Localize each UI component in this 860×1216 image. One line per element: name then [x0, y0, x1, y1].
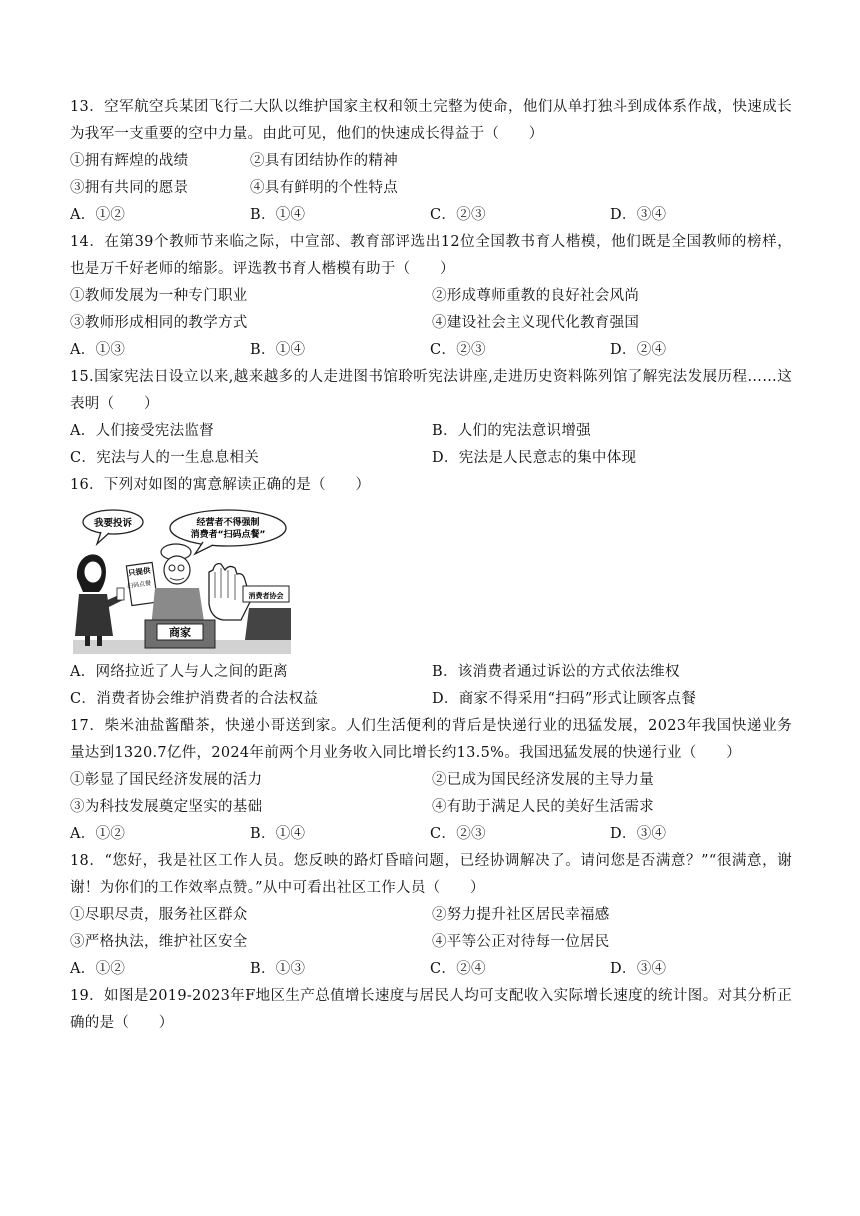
- statement-3: ③拥有共同的愿景: [70, 180, 189, 196]
- option-d: D．宪法是人民意志的集中体现: [432, 450, 637, 466]
- question-16: [70, 472, 792, 499]
- question-stem: 14．在第39个教师节来临之际，中宣部、教育部评选出12位全国教书育人楷模，他们既是全国教师的榜样，也是万千好老师的缩影。评选教书育人楷模有助于（ ）: [70, 234, 792, 277]
- question-17: [70, 713, 792, 848]
- shopkeeper-figure: [151, 544, 205, 628]
- statement-2: ②努力提升社区居民幸福感: [432, 907, 610, 923]
- statement-2: ②具有团结协作的精神: [250, 153, 398, 169]
- consumer-complaint-cartoon: [73, 508, 291, 654]
- option-c: C．②③: [430, 342, 486, 358]
- option-a: A．人们接受宪法监督: [70, 423, 214, 439]
- question-18: [70, 848, 792, 983]
- option-d: D．商家不得采用“扫码”形式让顾客点餐: [432, 691, 697, 707]
- option-a: A．①②: [70, 207, 126, 223]
- statement-2: ②形成尊师重教的良好社会风尚: [432, 288, 640, 304]
- question-stem: 16．下列对如图的寓意解读正确的是（ ）: [70, 477, 371, 493]
- question-stem: 17．柴米油盐酱醋茶，快递小哥送到家。人们生活便利的背后是快递行业的迅猛发展，2023年我国快递业务量达到1320.7亿件，2024年前两个月业务收入同比增长约13.5%。我国迅猛发展的快递行业（ ）: [70, 718, 792, 761]
- statement-1: ①彰显了国民经济发展的活力: [70, 772, 263, 788]
- question-14: [70, 229, 792, 364]
- option-b: B．该消费者通过诉讼的方式依法维权: [432, 664, 680, 680]
- sign-text-line-2: 扫码点餐: [126, 579, 152, 591]
- question-stem: 13．空军航空兵某团飞行二大队以维护国家主权和领土完整为使命，他们从单打独斗到成体系作战，快速成长为我军一支重要的空中力量。由此可见，他们的快速成长得益于（ ）: [70, 99, 792, 142]
- consumer-figure: [75, 554, 124, 646]
- question-stem: 18．“您好，我是社区工作人员。您反映的路灯昏暗问题，已经协调解决了。请问您是否满意？”“很满意，谢谢！为你们的工作效率点赞。”从中可看出社区工作人员（ ）: [70, 853, 792, 896]
- option-d: D．③④: [610, 961, 667, 977]
- statement-4: ④具有鲜明的个性特点: [250, 180, 398, 196]
- option-b: B．人们的宪法意识增强: [432, 423, 591, 439]
- question-19: [70, 983, 792, 1037]
- statement-4: ④有助于满足人民的美好生活需求: [432, 799, 654, 815]
- question-stem: 19．如图是2019-2023年F地区生产总值增长速度与居民人均可支配收入实际增长速度的统计图。对其分析正确的是（ ）: [70, 988, 792, 1031]
- statement-3: ③为科技发展奠定坚实的基础: [70, 799, 263, 815]
- option-c: C．②③: [430, 826, 486, 842]
- statement-1: ①尽职尽责，服务社区群众: [70, 907, 248, 923]
- statement-3: ③严格执法，维护社区安全: [70, 934, 248, 950]
- statement-4: ④平等公正对待每一位居民: [432, 934, 610, 950]
- statement-2: ②已成为国民经济发展的主导力量: [432, 772, 654, 788]
- question-15: [70, 364, 792, 472]
- option-a: A．网络拉近了人与人之间的距离: [70, 664, 288, 680]
- association-label: 消费者协会: [248, 592, 284, 600]
- option-a: A．①③: [70, 342, 126, 358]
- option-a: A．①②: [70, 826, 126, 842]
- sign-text-line-1: 只提供: [127, 565, 152, 578]
- option-c: C．②④: [430, 961, 486, 977]
- bubble-rule-line-1: 经营者不得强制: [196, 518, 260, 528]
- option-c: C．消费者协会维护消费者的合法权益: [70, 691, 319, 707]
- option-a: A．①②: [70, 961, 126, 977]
- question-stem: 15.国家宪法日设立以来,越来越多的人走进图书馆聆听宪法讲座,走进历史资料陈列馆了解宪法发展历程……这表明（ ）: [70, 369, 792, 412]
- bubble-complaint-text: 我要投诉: [93, 518, 133, 529]
- question-16-options: [70, 659, 792, 713]
- option-c: C．②③: [430, 207, 486, 223]
- bubble-rule-line-2: 消费者“扫码点餐”: [190, 530, 266, 540]
- option-b: B．①③: [250, 961, 306, 977]
- option-d: D．②④: [610, 342, 667, 358]
- statement-1: ①拥有辉煌的战绩: [70, 153, 189, 169]
- option-b: B．①④: [250, 826, 306, 842]
- option-c: C．宪法与人的一生息息相关: [70, 450, 259, 466]
- statement-1: ①教师发展为一种专门职业: [70, 288, 248, 304]
- statement-3: ③教师形成相同的教学方式: [70, 315, 248, 331]
- option-b: B．①④: [250, 207, 306, 223]
- statement-4: ④建设社会主义现代化教育强国: [432, 315, 640, 331]
- question-13: [70, 94, 792, 229]
- option-d: D．③④: [610, 207, 667, 223]
- shop-label: 商家: [169, 626, 191, 639]
- option-d: D．③④: [610, 826, 667, 842]
- option-b: B．①④: [250, 342, 306, 358]
